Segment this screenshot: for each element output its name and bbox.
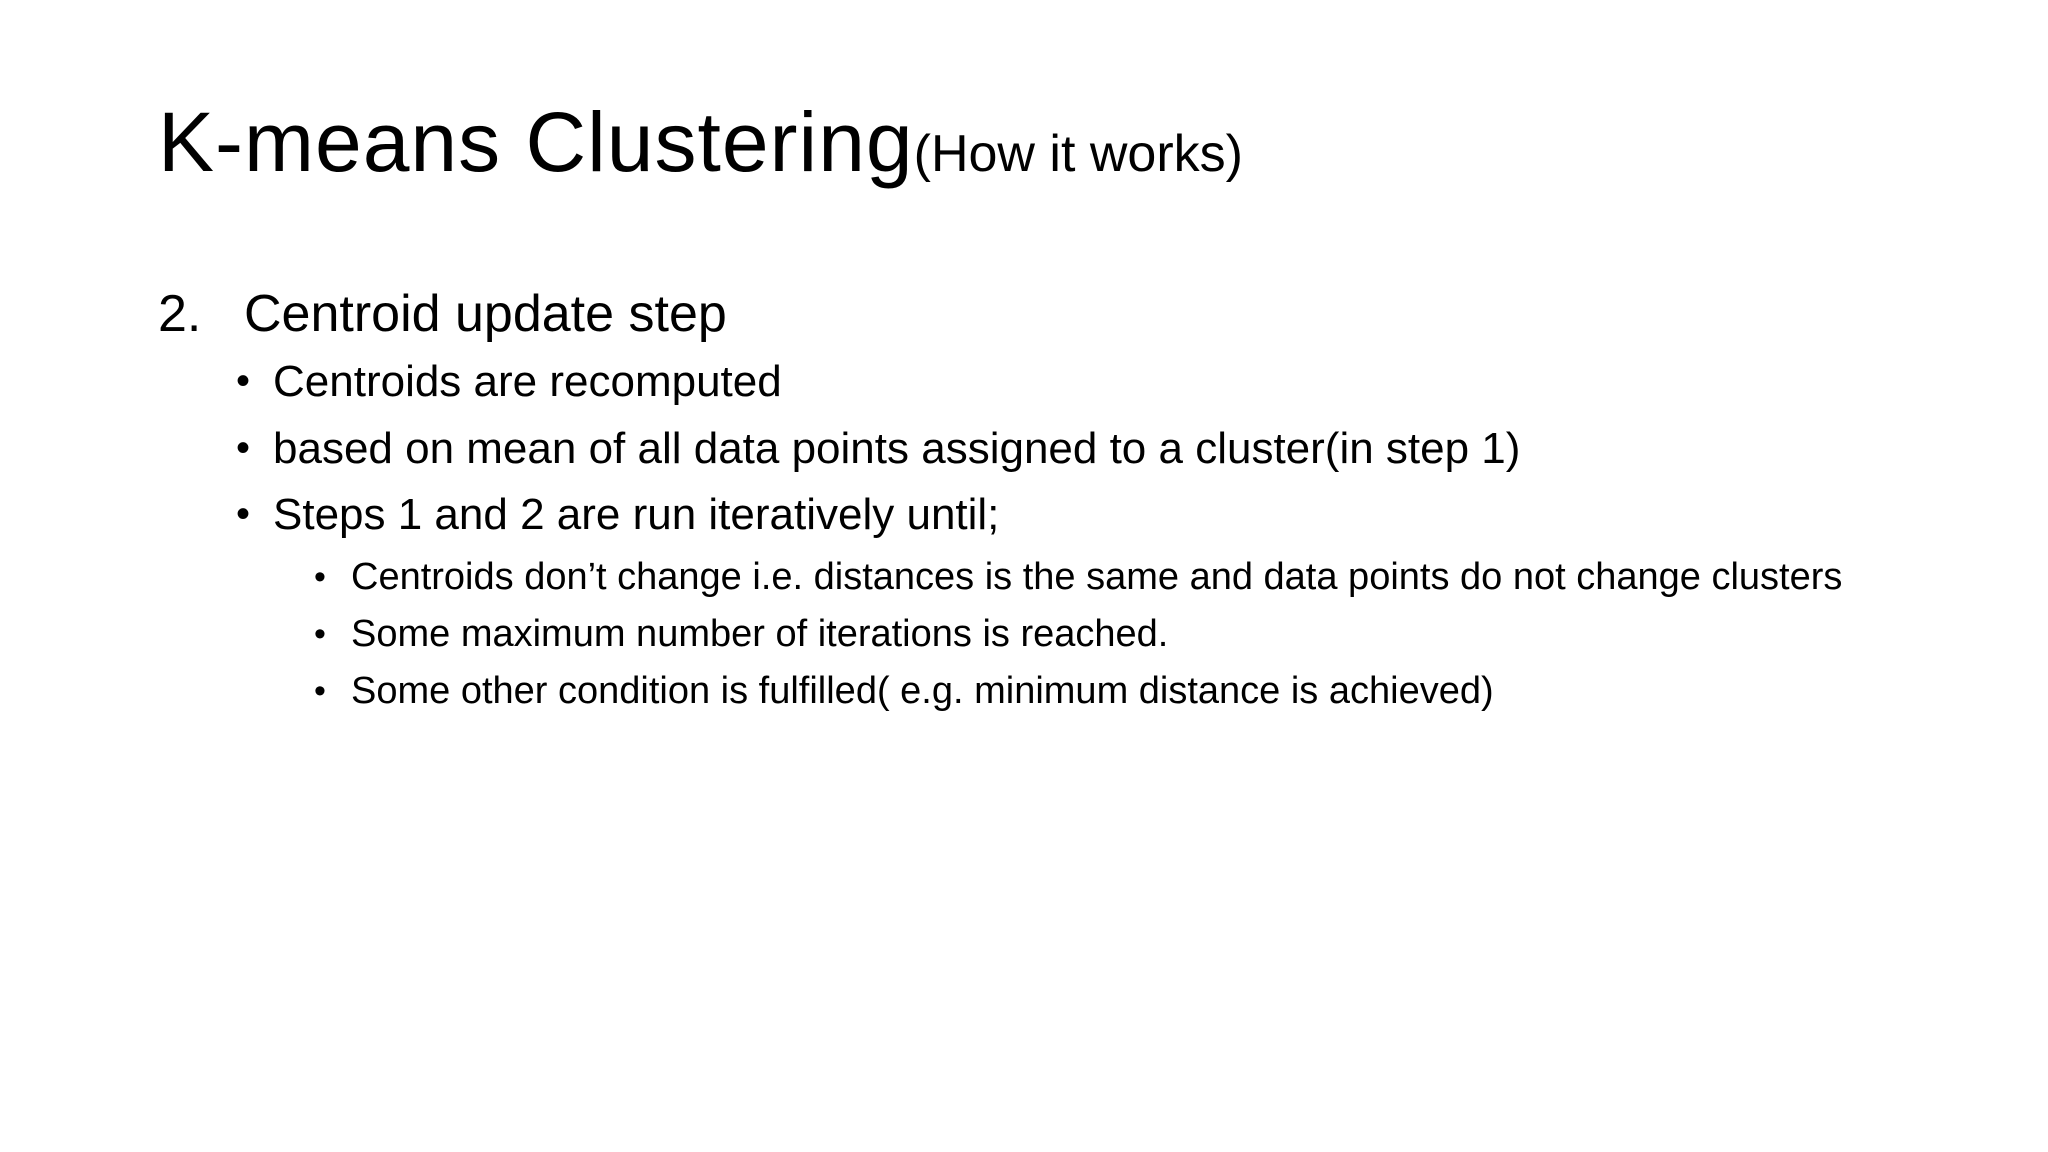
step-heading: Centroid update step xyxy=(244,285,727,343)
bullet-marker: • xyxy=(236,359,251,403)
slide-title-main: K-means Clustering xyxy=(158,95,914,189)
bullet-marker: • xyxy=(236,426,251,470)
sub-bullet-marker: • xyxy=(314,558,326,596)
sub-bullet-item: Centroids don’t change i.e. distances is the same and data points do not change clusters xyxy=(351,556,1843,598)
step-number: 2. xyxy=(158,285,202,343)
bullet-item: Steps 1 and 2 are run iteratively until; xyxy=(273,490,1000,539)
slide-title-subtitle: (How it works) xyxy=(913,125,1243,183)
bullet-item: based on mean of all data points assigned to a cluster(in step 1) xyxy=(273,424,1521,473)
bullet-item: Centroids are recomputed xyxy=(273,357,782,406)
bullet-marker: • xyxy=(236,492,251,536)
sub-bullet-item: Some other condition is fulfilled( e.g. minimum distance is achieved) xyxy=(351,670,1494,712)
slide-title xyxy=(158,95,1243,189)
sub-bullet-marker: • xyxy=(314,672,326,710)
sub-bullet-item: Some maximum number of iterations is reached. xyxy=(351,613,1169,655)
sub-bullet-marker: • xyxy=(314,615,326,653)
